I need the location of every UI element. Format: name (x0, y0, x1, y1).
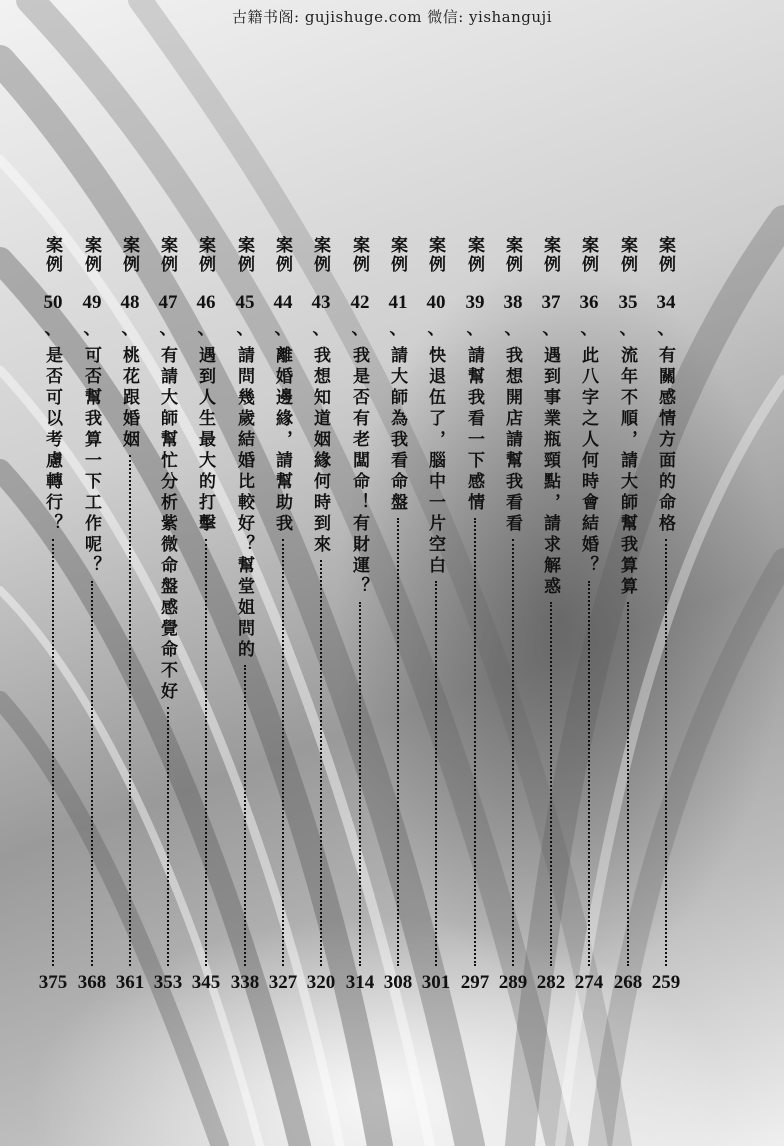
dot-leader (474, 518, 476, 966)
case-separator: 、 (236, 319, 254, 339)
page-number: 289 (498, 972, 528, 993)
case-title: 我想開店請幫我看看 (502, 346, 522, 535)
case-label: 案例 (234, 236, 254, 274)
watermark-text: 古籍书阁: gujishuge.com 微信: yishanguji (232, 8, 552, 26)
case-separator: 、 (580, 319, 598, 339)
case-title: 有請大師幫忙分析紫微命盤感覺命不好 (157, 346, 177, 703)
toc-entry (651, 236, 681, 1006)
case-title: 我想知道姻緣何時到來 (310, 346, 330, 556)
case-title: 流年不順，請大師幫我算算 (617, 346, 637, 598)
dot-leader (397, 518, 399, 966)
case-label: 案例 (195, 236, 215, 274)
page-number: 338 (230, 972, 260, 993)
toc-entry (191, 236, 221, 1006)
case-label: 案例 (310, 236, 330, 274)
dot-leader (359, 602, 361, 966)
case-title: 此八字之人何時會結婚？ (578, 346, 598, 577)
page-number: 375 (38, 972, 68, 993)
toc-entry (498, 236, 528, 1006)
case-number: 37 (541, 292, 561, 313)
case-label: 案例 (119, 236, 139, 274)
toc-entry (383, 236, 413, 1006)
toc-entry (574, 236, 604, 1006)
page-number: 361 (115, 972, 145, 993)
page-number: 353 (153, 972, 183, 993)
case-separator: 、 (389, 319, 407, 339)
case-title: 遇到事業瓶頸點，請求解惑 (540, 346, 560, 598)
case-number: 42 (350, 292, 370, 313)
case-separator: 、 (83, 319, 101, 339)
case-separator: 、 (619, 319, 637, 339)
toc-entry (153, 236, 183, 1006)
dot-leader (244, 665, 246, 966)
dot-leader (282, 539, 284, 966)
page-number: 308 (383, 972, 413, 993)
dot-leader (512, 539, 514, 966)
case-title: 有關感情方面的命格 (655, 346, 675, 535)
toc-entry (115, 236, 145, 1006)
dot-leader (550, 602, 552, 966)
dot-leader (435, 581, 437, 966)
dot-leader (91, 581, 93, 966)
case-number: 46 (196, 292, 216, 313)
toc-entry (345, 236, 375, 1006)
page-number: 268 (613, 972, 643, 993)
dot-leader (627, 602, 629, 966)
case-number: 40 (426, 292, 446, 313)
case-label: 案例 (655, 236, 675, 274)
page-number: 297 (460, 972, 490, 993)
toc-entry (421, 236, 451, 1006)
case-number: 39 (465, 292, 485, 313)
case-number: 47 (158, 292, 178, 313)
case-title: 請問幾歲結婚比較好？幫堂姐問的 (234, 346, 254, 661)
page-number: 282 (536, 972, 566, 993)
dot-leader (205, 539, 207, 966)
case-separator: 、 (274, 319, 292, 339)
case-label: 案例 (42, 236, 62, 274)
case-separator: 、 (542, 319, 560, 339)
case-label: 案例 (387, 236, 407, 274)
toc-entry (268, 236, 298, 1006)
case-separator: 、 (197, 319, 215, 339)
case-label: 案例 (578, 236, 598, 274)
case-label: 案例 (540, 236, 560, 274)
case-title: 請幫我看一下感情 (464, 346, 484, 514)
toc-entry (536, 236, 566, 1006)
case-separator: 、 (427, 319, 445, 339)
case-separator: 、 (657, 319, 675, 339)
case-title: 遇到人生最大的打擊 (195, 346, 215, 535)
page-number: 259 (651, 972, 681, 993)
case-label: 案例 (349, 236, 369, 274)
case-number: 41 (388, 292, 408, 313)
case-label: 案例 (272, 236, 292, 274)
page-number: 345 (191, 972, 221, 993)
case-number: 35 (618, 292, 638, 313)
page-number: 314 (345, 972, 375, 993)
dot-leader (320, 560, 322, 966)
case-title: 快退伍了，腦中一片空白 (425, 346, 445, 577)
case-number: 34 (656, 292, 676, 313)
case-number: 36 (579, 292, 599, 313)
case-number: 44 (273, 292, 293, 313)
page-number: 327 (268, 972, 298, 993)
case-title: 請大師為我看命盤 (387, 346, 407, 514)
case-title: 離婚邊緣，請幫助我 (272, 346, 292, 535)
page-number: 368 (77, 972, 107, 993)
case-separator: 、 (121, 319, 139, 339)
case-label: 案例 (464, 236, 484, 274)
toc-entry (460, 236, 490, 1006)
toc-entry (306, 236, 336, 1006)
dot-leader (588, 581, 590, 966)
dot-leader (665, 539, 667, 966)
toc-entry (613, 236, 643, 1006)
case-number: 38 (503, 292, 523, 313)
toc-entry (230, 236, 260, 1006)
case-separator: 、 (159, 319, 177, 339)
case-separator: 、 (312, 319, 330, 339)
case-label: 案例 (617, 236, 637, 274)
case-number: 49 (82, 292, 102, 313)
case-number: 48 (120, 292, 140, 313)
case-label: 案例 (502, 236, 522, 274)
toc-entry (77, 236, 107, 1006)
case-number: 50 (43, 292, 63, 313)
page-number: 274 (574, 972, 604, 993)
dot-leader (52, 539, 54, 966)
case-label: 案例 (157, 236, 177, 274)
case-label: 案例 (81, 236, 101, 274)
toc-entry (38, 236, 68, 1006)
case-title: 桃花跟婚姻 (119, 346, 139, 451)
case-separator: 、 (44, 319, 62, 339)
case-separator: 、 (466, 319, 484, 339)
case-title: 我是否有老闆命！有財運？ (349, 346, 369, 598)
case-label: 案例 (425, 236, 445, 274)
case-separator: 、 (504, 319, 522, 339)
case-number: 45 (235, 292, 255, 313)
page-number: 301 (421, 972, 451, 993)
case-title: 可否幫我算一下工作呢？ (81, 346, 101, 577)
case-separator: 、 (351, 319, 369, 339)
dot-leader (129, 455, 131, 966)
dot-leader (167, 707, 169, 966)
case-title: 是否可以考慮轉行？ (42, 346, 62, 535)
page-number: 320 (306, 972, 336, 993)
case-number: 43 (311, 292, 331, 313)
